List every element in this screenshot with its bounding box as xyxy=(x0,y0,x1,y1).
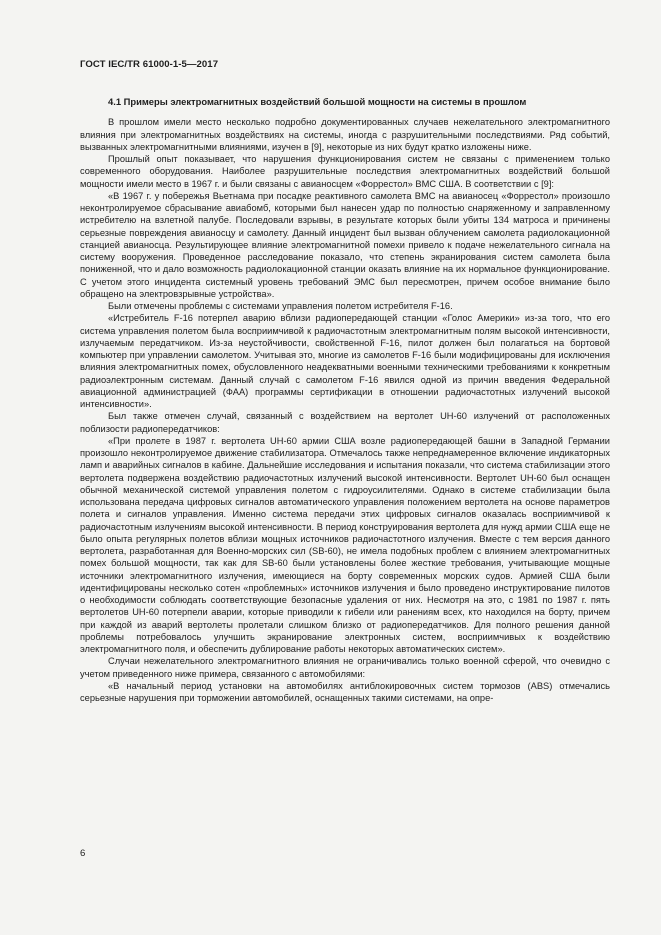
paragraph-uh60-intro: Был также отмечен случай, связанный с воздействием на вертолет UH-60 излучений от расположенных поблизости радиопередатчиков: xyxy=(80,411,610,434)
paragraph-abs-quote: «В начальный период установки на автомобилях антиблокировочных систем тормозов (ABS) отмечались серьезные нарушения при торможении автомобилей, оснащенных такими системами, на опре- xyxy=(80,680,610,703)
paragraph-automotive-intro: Случаи нежелательного электромагнитного влияния не ограничивались только военной сферой, что очевидно с учетом приведенного ниже примера, связанного с автомобилями: xyxy=(80,656,610,679)
document-header: ГОСТ IEC/TR 61000-1-5—2017 xyxy=(80,59,219,70)
section-heading: 4.1 Примеры электромагнитных воздействий большой мощности на системы в прошлом xyxy=(108,96,527,107)
paragraph-uh60-quote: «При пролете в 1987 г. вертолета UH-60 армии США возле радиопередающей башни в Западной Германии произошло неконтролируемое движение стабилизатора. Отмечалось также непреднамеренное включение индикаторных ламп и аварийных сигналов в кабине. Дальнейшие исследования и испытания показали, что система стабилизации этого вертолета подвержена воздействию радиочастотных излучений высокой интенсивности. Вертолет UH-60 был оснащен обычной механической системой управления полетом с гидроусилителями. Однако в системе стабилизации была использована передача цифровых сигналов автоматического управления положением вертолета на основе параметров полета и сигналов управления. Именно система передачи этих цифровых сигналов оказалась восприимчивой к радиочастотным излучениям высокой интенсивности. В период конструирования вертолета для нужд армии США еще не было опыта регулярных полетов вблизи мощных источников радиочастотного излучения. Вместе с тем версия данного вертолета, разработанная для Военно-морских сил (SB-60), не имела подобных проблем с влиянием электромагнитных помех большой мощности, так как для SB-60 были установлены более жесткие требования, учитывающие мощные источники электромагнитного излучения, имеющиеся на борту современных морских судов. Армией США были идентифицированы несколько сотен «проблемных» источников излучения и было проведено инструктирование пилотов о необходимости соблюдать соответствующие безопасные удаления от них. Несмотря на это, с 1981 по 1987 г. пять вертолетов UH-60 потерпели аварии, которые приводили к гибели или ранениям всех, кто находился на борту, причем при каждой из аварий вертолеты пролетали слишком близко от радиопередатчиков. Для полного решения данной проблемы потребовалось улучшить экранирование электронных систем, восприимчивых к воздействию электромагнитного поля, и обеспечить дублирование работы некоторых автоматических систем». xyxy=(80,435,610,654)
page-number: 6 xyxy=(80,848,86,859)
paragraph-forrestal-quote: «В 1967 г. у побережья Вьетнама при посадке реактивного самолета ВМС на авианосец «Форрестол» произошло неконтролируемое сбрасывание авиабомб, которыми был нанесен удар по полностью снаряженному и заправленному истребителю на взлетной палубе. Последовали взрывы, в результате которых были убиты 134 матроса и причинены серьезные повреждения авианосцу и самолету. Данный инцидент был вызван облучением самолета радиолокационной станцией авианосца. Результирующее влияние электромагнитной помехи привело к подаче нежелательного сигнала на систему вооружения. Проведенное расследование показало, что степень экранирования систем самолета была пониженной, что и дало возможность радиолокационной станции оказать влияние на их нормальное функционирование. С учетом этого инцидента системный уровень требований ЭМС был пересмотрен, причем особое внимание было обращено на электровзрывные устройства». xyxy=(80,190,610,299)
paragraph-intro: В прошлом имели место несколько подробно документированных случаев нежелательного электромагнитного влияния при электромагнитных воздействиях на системы, иногда с разрушительными последствиями. Ряд событий, вызванных электромагнитными влияниями, изучен в [9], некоторые из них будут кратко изложены ниже. xyxy=(80,117,610,152)
paragraph-f16-intro: Были отмечены проблемы с системами управления полетом истребителя F-16. xyxy=(108,301,453,311)
paragraph-past-experience: Прошлый опыт показывает, что нарушения функционирования систем не связаны с применением только современного оборудования. Наиболее разрушительные последствия электромагнитных воздействий большой мощности имели место в 1967 г. и были связаны с авианосцем «Форрестол» ВМС США. В соответствии с [9]: xyxy=(80,154,610,189)
page-content xyxy=(80,96,610,704)
paragraph-f16-quote: «Истребитель F-16 потерпел аварию вблизи радиопередающей станции «Голос Америки» из-за того, что его система управления полетом была восприимчивой к радиочастотным электромагнитным полям высокой интенсивности, излучаемым передатчиком. Из-за неустойчивости, свойственной F-16, пилот должен был полагаться на бортовой компьютер при управлении самолетом. Учитывая это, многие из самолетов F-16 были модифицированы для исключения влияния электромагнитных помех, обусловленного неадекватными военными техническими требованиями к конкретным радиоэлектронным системам. Данный случай с самолетом F-16 явился одной из причин введения Федеральной авиационной администрацией (ФАА) программы сертификации в отношении радиочастотных излучений высокой интенсивности». xyxy=(80,313,610,409)
